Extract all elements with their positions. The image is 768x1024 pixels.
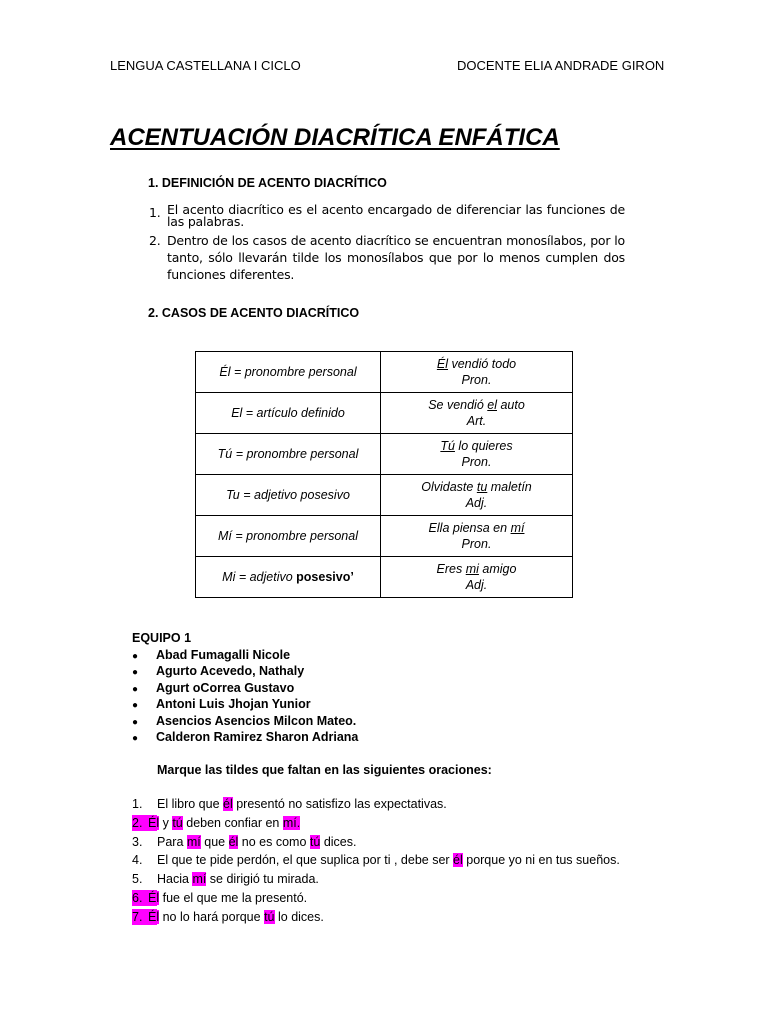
header-teacher: DOCENTE ELIA ANDRADE GIRON — [457, 58, 665, 73]
table-row — [196, 393, 573, 434]
rule-cell: Mí = pronombre personal — [196, 516, 381, 557]
list-item — [132, 663, 358, 679]
rule-cell — [196, 557, 381, 598]
table-row — [196, 557, 573, 598]
item-text: Dentro de los casos de acento diacrítico se encuentran monosílabos, por lo tanto, sólo llevarán tilde los monosílabos que por lo menos cumplen dos funciones diferentes. — [167, 233, 625, 282]
highlighted-word: Él — [148, 890, 160, 905]
sentence-text: lo dices. — [274, 909, 324, 924]
item-text: El acento diacrítico es el acento encargado de diferenciar las funciones de las palabras. — [167, 202, 625, 229]
highlighted-word: tú — [264, 909, 275, 924]
list-item — [132, 713, 358, 729]
sentence-text: y — [159, 815, 173, 830]
definition-item — [149, 204, 625, 228]
rule-cell: El = artículo definido — [196, 393, 381, 434]
bullet-icon: ● — [132, 732, 139, 744]
rule-cell: Tu = adjetivo posesivo — [196, 475, 381, 516]
item-number: 1. — [149, 205, 161, 220]
rule-cell: Tú = pronombre personal — [196, 434, 381, 475]
team-member-list — [132, 647, 358, 745]
example-cell — [381, 475, 573, 516]
highlighted-word: mí. — [282, 815, 301, 830]
member-name: Agurt oCorrea Gustavo — [156, 680, 295, 695]
rule-text: Mi = adjetivo — [222, 570, 297, 584]
example-word: mí — [510, 521, 525, 535]
sentence-text: deben confiar en — [182, 815, 283, 830]
diacritic-table — [195, 351, 573, 598]
definition-item — [149, 232, 625, 283]
sentence-text: Para — [157, 834, 187, 849]
example-cell — [381, 434, 573, 475]
example-word: el — [487, 398, 497, 412]
member-name: Antoni Luis Jhojan Yunior — [156, 697, 311, 712]
example-cell — [381, 393, 573, 434]
highlighted-word: él — [453, 853, 463, 868]
example-post: maletín — [487, 480, 532, 494]
member-name: Calderon Ramirez Sharon Adriana — [156, 729, 359, 744]
item-number: 2. — [149, 233, 161, 248]
highlighted-word: tú — [309, 834, 321, 849]
example-word: mi — [465, 562, 479, 576]
sentence-item — [132, 834, 620, 853]
example-post: lo quieres — [454, 439, 513, 453]
member-name: Abad Fumagalli Nicole — [156, 648, 291, 662]
example-post: auto — [497, 398, 525, 412]
sentence-text: que — [200, 834, 229, 849]
sentence-number: 4. — [132, 853, 143, 868]
highlighted-word: él — [223, 797, 233, 811]
sentence-text: El libro que — [157, 797, 224, 811]
header-course: LENGUA CASTELLANA I CICLO — [110, 58, 301, 73]
example-post: vendió todo — [448, 357, 517, 371]
sentence-number: 6. — [132, 890, 157, 906]
sentence-item — [132, 796, 620, 815]
example-cell — [381, 352, 573, 393]
example-pre: Eres — [436, 562, 466, 576]
rule-cell: Él = pronombre personal — [196, 352, 381, 393]
sentence-text: fue el que me la presentó. — [159, 890, 308, 905]
list-item — [132, 696, 358, 712]
sentence-item — [132, 890, 620, 909]
example-word: tu — [476, 480, 488, 494]
example-tag: Pron. — [461, 373, 492, 387]
example-pre: Olvidaste — [421, 480, 477, 494]
member-name: Agurto Acevedo, Nathaly — [156, 664, 305, 679]
sentence-text: se dirigió tu mirada. — [206, 872, 319, 887]
highlighted-word: Él — [148, 815, 160, 830]
bullet-icon: ● — [132, 683, 139, 695]
example-pre: Ella piensa en — [428, 521, 511, 535]
sentence-text: no es como — [238, 834, 310, 849]
highlighted-word: él — [228, 834, 239, 849]
example-post: amigo — [478, 562, 517, 576]
sentence-item — [132, 871, 620, 890]
example-cell — [381, 557, 573, 598]
sentence-item — [132, 852, 620, 871]
sentence-text: no lo hará porque — [159, 909, 265, 924]
exercise-sentence-list — [132, 796, 620, 928]
sentence-number: 7. — [132, 909, 157, 925]
bullet-icon: ● — [132, 667, 139, 679]
highlighted-word: mí — [186, 834, 201, 849]
highlighted-word: Él — [148, 909, 160, 924]
sentence-text: Hacia — [157, 872, 193, 887]
sentence-text: El que te pide perdón, el que suplica por ti , debe ser — [157, 853, 454, 868]
example-tag: Art. — [466, 414, 487, 428]
example-tag: Adj. — [465, 496, 488, 510]
sentence-item — [132, 909, 620, 928]
highlighted-word: tú — [172, 815, 183, 830]
bullet-icon: ● — [132, 700, 139, 712]
example-tag: Pron. — [461, 455, 492, 469]
sentence-text: presentó no satisfizo las expectativas. — [232, 797, 447, 811]
team-heading: EQUIPO 1 — [132, 631, 192, 645]
list-item — [132, 680, 358, 696]
section-heading-cases: 2. CASOS DE ACENTO DIACRÍTICO — [148, 306, 360, 320]
list-item — [132, 647, 358, 663]
member-name: Asencios Asencios Milcon Mateo. — [156, 713, 357, 728]
bullet-icon: ● — [132, 716, 139, 728]
sentence-number: 5. — [132, 872, 143, 887]
table-row — [196, 352, 573, 393]
example-tag: Pron. — [461, 537, 492, 551]
example-cell — [381, 516, 573, 557]
sentence-text: porque yo ni en tus sueños. — [462, 853, 620, 868]
example-word: Él — [436, 357, 448, 371]
list-item — [132, 729, 358, 745]
bullet-icon: ● — [132, 651, 139, 662]
example-tag: Adj. — [465, 578, 488, 592]
section-heading-definition: 1. DEFINICIÓN DE ACENTO DIACRÍTICO — [148, 176, 387, 190]
highlighted-word: mí — [192, 872, 207, 887]
table-row — [196, 434, 573, 475]
table-row — [196, 475, 573, 516]
example-word: Tú — [440, 439, 455, 453]
sentence-item — [132, 815, 620, 834]
table-row — [196, 516, 573, 557]
rule-text-bold: posesivo’ — [296, 570, 354, 584]
sentence-number: 2. — [132, 815, 157, 831]
sentence-number: 3. — [132, 834, 143, 849]
example-pre: Se vendió — [428, 398, 488, 412]
sentence-text: dices. — [320, 834, 357, 849]
page-title: ACENTUACIÓN DIACRÍTICA ENFÁTICA — [110, 124, 560, 151]
sentence-number: 1. — [132, 797, 143, 811]
exercise-instruction: Marque las tildes que faltan en las siguientes oraciones: — [157, 763, 492, 777]
